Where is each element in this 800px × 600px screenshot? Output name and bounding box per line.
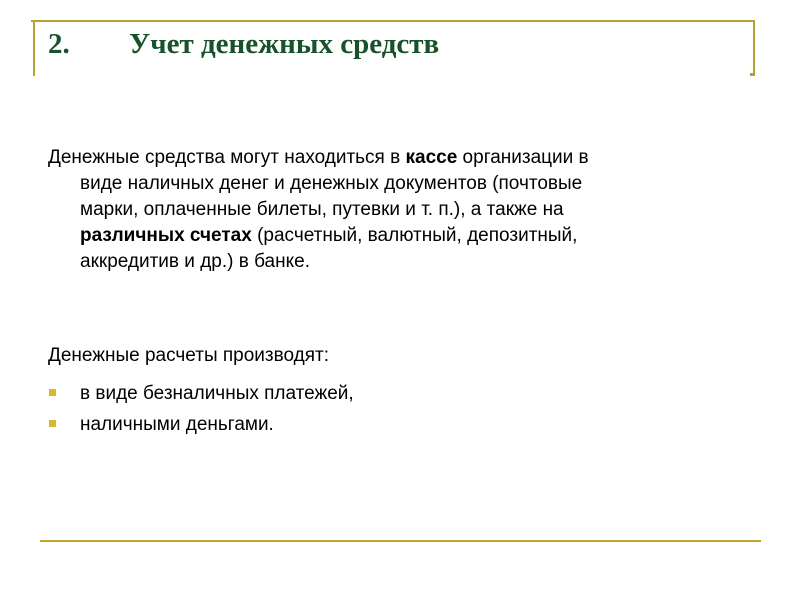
bullet-item-cashless <box>48 378 354 409</box>
paragraph-bold-kassa: кассе <box>405 147 458 168</box>
paragraph-line-5: аккредитив и др.) в банке. <box>80 251 310 272</box>
paragraph-line-4-end: (расчетный, валютный, депозитный, <box>251 225 578 246</box>
bullet-item-text: наличными деньгами. <box>80 414 274 435</box>
bullet-item-text: в виде безналичных платежей, <box>80 383 354 404</box>
paragraph-bold-accounts: различных счетах <box>80 225 252 246</box>
title-frame-corner-dot <box>750 73 753 76</box>
paragraph-line-3: марки, оплаченные билеты, путевки и т. п.), а также на <box>80 199 564 220</box>
bullet-square-icon <box>49 389 56 396</box>
title-frame-right-line <box>753 20 755 76</box>
bullet-square-icon <box>49 420 56 427</box>
body-paragraph <box>48 145 758 275</box>
paragraph-line-4 <box>48 223 758 249</box>
settlements-intro: Денежные расчеты производят: <box>48 345 330 366</box>
title-frame-left-line <box>33 20 35 76</box>
paragraph-line-1-end: организации в <box>457 147 589 168</box>
title-frame-top-line <box>31 20 755 22</box>
slide-title <box>48 28 439 61</box>
paragraph-line-1 <box>48 145 758 171</box>
paragraph-line-1-start: Денежные средства могут находиться в <box>48 147 406 168</box>
settlements-bullet-list <box>48 378 354 440</box>
slide-title-text: Учет денежных средств <box>129 28 440 60</box>
paragraph-line-2: виде наличных денег и денежных документов (почтовые <box>80 173 583 194</box>
slide-title-number: 2. <box>48 28 70 60</box>
bullet-item-cash <box>48 409 354 440</box>
footer-divider-line <box>40 540 761 542</box>
